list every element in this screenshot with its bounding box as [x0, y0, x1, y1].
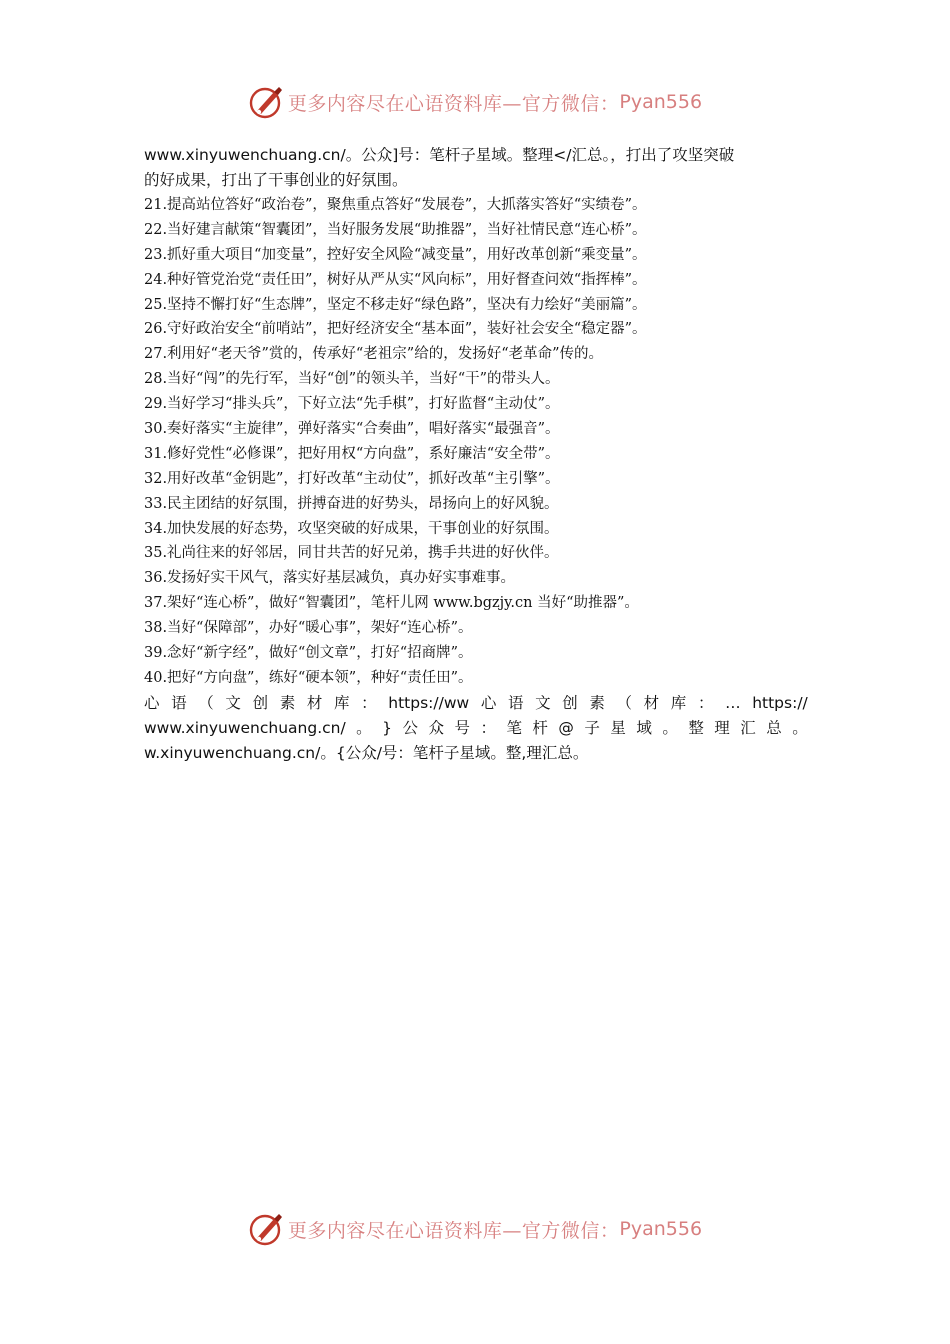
outro-2-part: 笔	[506, 718, 522, 737]
list-item-40: 40.把好“方向盘”，练好“硬本领”，种好“责任田”。	[144, 669, 473, 686]
outro-1-part: https://	[752, 693, 808, 712]
list-item-26: 26.守好政治安全“前哨站”，把好经济安全“基本面”，装好社会安全“稳定器”。	[144, 321, 647, 338]
outro-1-part: 素	[279, 693, 296, 712]
outro-1-part: ：	[361, 693, 377, 712]
outro-1-part: 文	[535, 693, 551, 712]
outro-1-part: 语	[171, 693, 187, 712]
outro-1-part: 素	[589, 693, 605, 712]
list-item-22: 22.当好建言献策“智囊团”，当好服务发展“助推器”，当好社情民意“连心桥”。	[144, 221, 647, 238]
outro-2-part: 杆	[532, 718, 548, 737]
outro-2-part: 子	[584, 718, 600, 737]
outro-1-part: 文	[225, 693, 241, 712]
outro-2-part: 域	[636, 718, 652, 737]
outro-2-part: ：	[480, 718, 496, 737]
pen-logo-icon	[248, 84, 284, 120]
header-banner	[0, 82, 950, 122]
list-item-37: 37.架好“连心桥”，做好“智囊团”，笔杆儿网 www.bgzjy.cn 当好“助推器”。	[144, 595, 639, 612]
document-body	[144, 143, 808, 766]
list-item-25: 25.坚持不懈打好“生态牌”，坚定不移走好“绿色路”，坚决有力绘好“美丽篇”。	[144, 296, 647, 313]
outro-2-part: 号	[454, 718, 470, 737]
outro-1-part: 创	[562, 693, 578, 712]
intro-line-1: www.xinyuwenchuang.cn/。公众]号：笔杆子星域。整理</汇总。，打出了攻坚突破	[144, 146, 735, 164]
outro-line-3: w.xinyuwenchuang.cn/。{公众/号：笔杆子星域。整,理汇总。	[144, 743, 589, 762]
list-item-33: 33.民主团结的好氛围，拼搏奋进的好势头，昂扬向上的好风貌。	[144, 495, 559, 512]
list-item-29: 29.当好学习“排头兵”，下好立法“先手棋”，打好监督“主动仗”。	[144, 396, 560, 413]
outro-2-part: www.xinyuwenchuang.cn/	[144, 718, 346, 737]
outro-1-part: 材	[643, 693, 660, 712]
outro-1-part: 心	[144, 693, 160, 712]
outro-2-part: @	[558, 718, 574, 737]
list-item-39: 39.念好“新字经”，做好“创文章”，打好“招商牌”。	[144, 645, 473, 662]
outro-2-part: 理	[714, 718, 730, 737]
outro-1-part: （	[616, 693, 633, 712]
footer-banner-brand: Pyan556	[619, 1218, 703, 1240]
outro-2-part: 。	[792, 718, 808, 737]
numbered-list	[144, 193, 808, 691]
outro-1-part: （	[198, 693, 214, 712]
outro-1-part: 创	[252, 693, 269, 712]
pen-logo-icon	[248, 1211, 284, 1247]
outro-1-part: ：	[697, 693, 714, 712]
outro-2-part: 总	[766, 718, 782, 737]
outro-line-1	[144, 691, 808, 716]
outro-1-part: 材	[306, 693, 323, 712]
outro-2-part: 众	[428, 718, 444, 737]
footer-banner-text: 更多内容尽在心语资料库—官方微信：	[287, 1219, 620, 1242]
outro-line-2	[144, 716, 808, 741]
outro-1-part: 库	[670, 693, 687, 712]
outro-2-part: 。	[662, 718, 678, 737]
outro-2-part: 。	[356, 718, 372, 737]
list-item-31: 31.修好党性“必修课”，把好用权“方向盘”，系好廉洁“安全带”。	[144, 445, 560, 462]
list-item-30: 30.奏好落实“主旋律”，弹好落实“合奏曲”，唱好落实“最强音”。	[144, 421, 560, 438]
footer-banner	[0, 1209, 950, 1249]
list-item-24: 24.种好管党治党“责任田”，树好从严从实“风向标”，用好督查问效“指挥棒”。	[144, 271, 647, 288]
outro-1-part: 语	[507, 693, 524, 712]
list-item-21: 21.提高站位答好“政治卷”，聚焦重点答好“发展卷”，大抓落实答好“实绩卷”。	[144, 197, 647, 213]
intro-line-2: 的好成果，打出了干事创业的好氛围。	[144, 171, 408, 189]
header-banner-text: 更多内容尽在心语资料库—官方微信：	[287, 92, 620, 115]
outro-1-part: …	[725, 693, 741, 712]
list-item-36: 36.发扬好实干风气，落实好基层减负，真办好实事难事。	[144, 570, 516, 587]
outro-2-part: 汇	[740, 718, 756, 737]
outro-2-part: 星	[610, 718, 626, 737]
list-item-23: 23.抓好重大项目“加变量”，控好安全风险“减变量”，用好改革创新“乘变量”。	[144, 246, 647, 263]
list-item-38: 38.当好“保障部”，办好“暖心事”，架好“连心桥”。	[144, 620, 473, 637]
outro-2-part: }	[382, 718, 393, 737]
list-item-28: 28.当好“闯”的先行军，当好“创”的领头羊，当好“干”的带头人。	[144, 371, 560, 388]
outro-1-part: 心	[480, 693, 497, 712]
outro-2-part: 公	[402, 718, 419, 737]
outro-2-part: 整	[688, 718, 704, 737]
list-item-34: 34.加快发展的好态势，攻坚突破的好成果，干事创业的好氛围。	[144, 520, 559, 537]
outro-1-part: 库	[333, 693, 350, 712]
list-item-35: 35.礼尚往来的好邻居，同甘共苦的好兄弟，携手共进的好伙伴。	[144, 545, 559, 562]
list-item-27: 27.利用好“老天爷”赏的，传承好“老祖宗”给的，发扬好“老革命”传的。	[144, 346, 604, 363]
list-item-32: 32.用好改革“金钥匙”，打好改革“主动仗”，抓好改革“主引擎”。	[144, 470, 560, 487]
outro-1-part: https://ww	[388, 693, 470, 712]
header-banner-brand: Pyan556	[619, 91, 703, 113]
